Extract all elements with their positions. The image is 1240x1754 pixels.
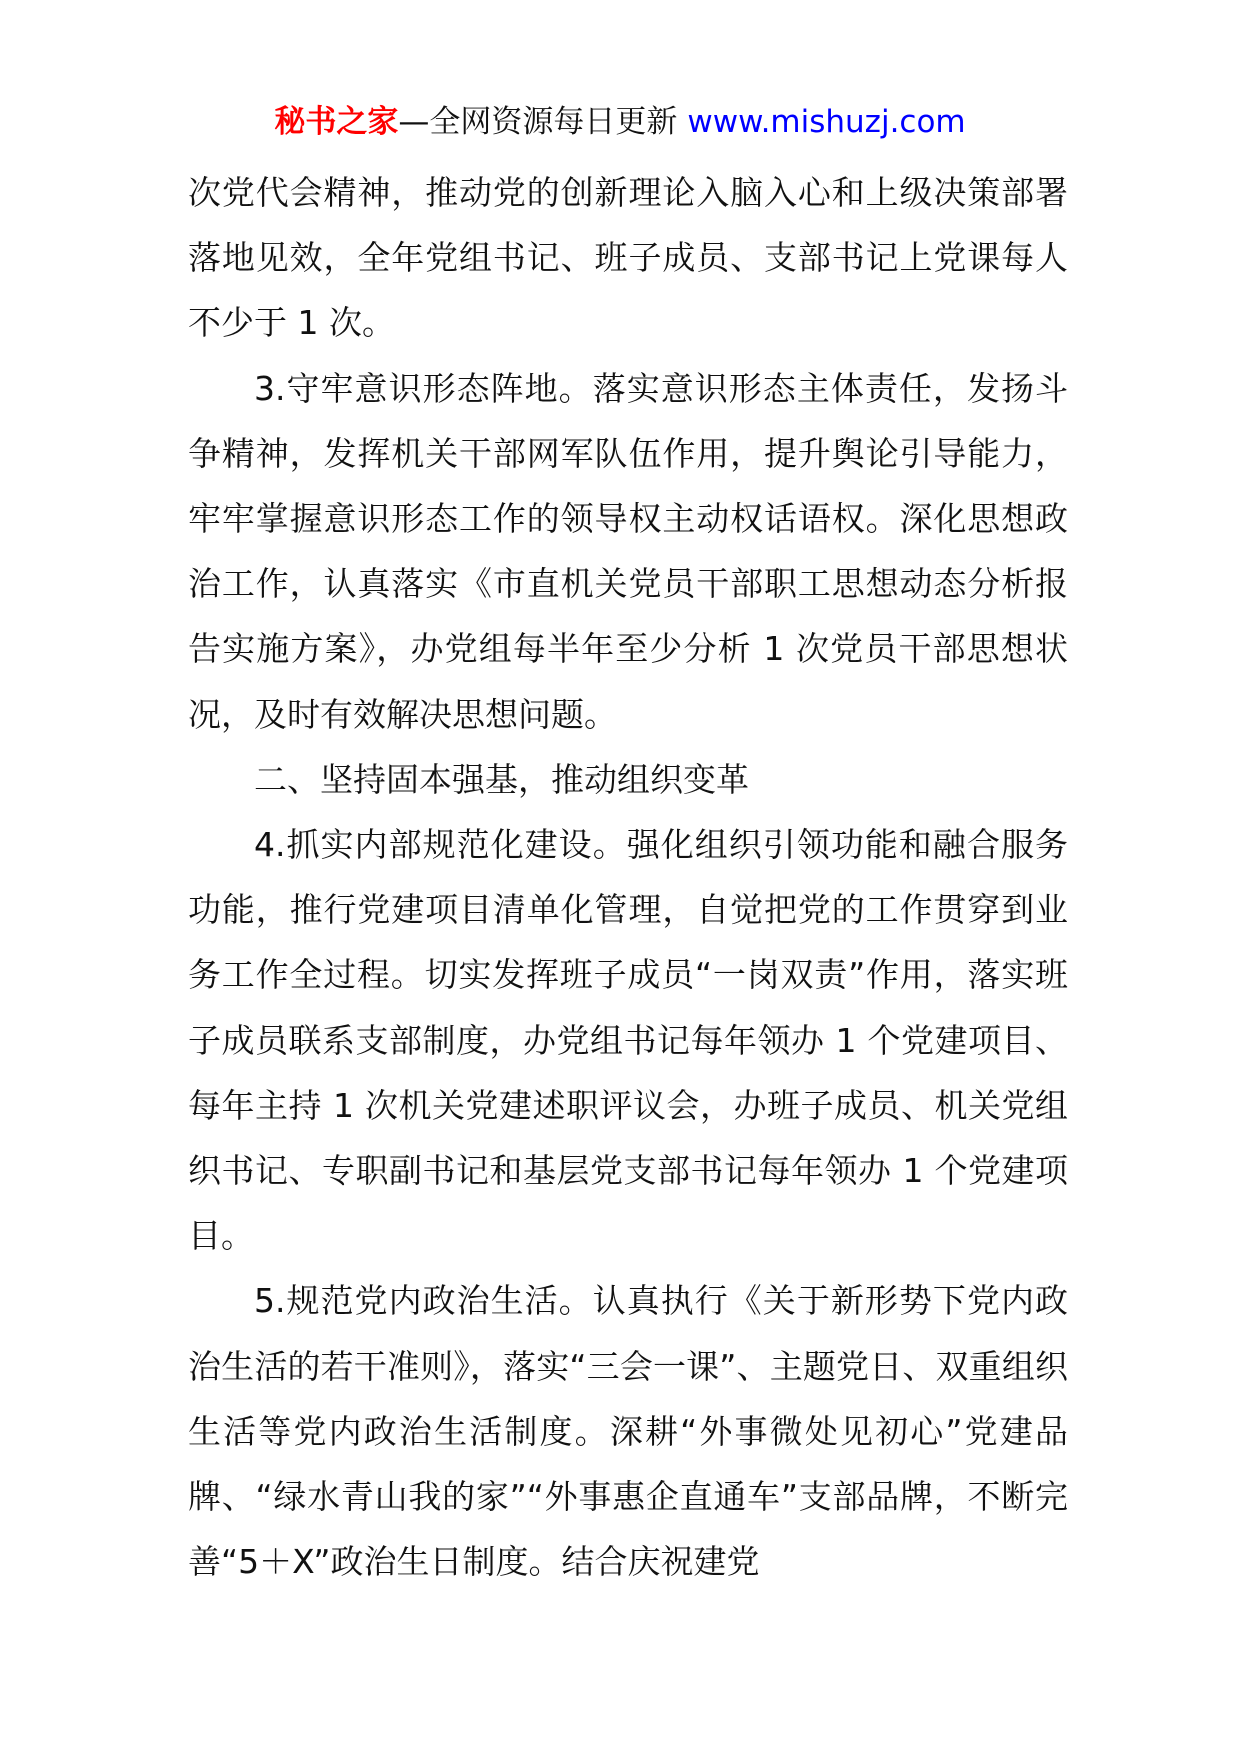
site-url[interactable]: www.mishuzj.com: [687, 104, 966, 140]
section-heading: 二、坚持固本强基，推动组织变革: [254, 759, 749, 799]
paragraph-item-4: 4.抓实内部规范化建设。强化组织引领功能和融合服务功能，推行党建项目清单化管理，自觉把党的工作贯穿到业务工作全过程。切实发挥班子成员“一岗双责”作用，落实班子成员联系支部制度，办党组书记每年领办 1 个党建项目、每年主持 1 次机关党建述职评议会，办班子成员、机关党组织书记、专职副书记和基层党支部书记每年领办 1 个党建项目。: [188, 825, 1068, 1256]
paragraph-item-5: 5.规范党内政治生活。认真执行《关于新形势下党内政治生活的若干准则》，落实“三会一课”、主题党日、双重组织生活等党内政治生活制度。深耕“外事微处见初心”党建品牌、“绿水青山我的家”“外事惠企直通车”支部品牌，不断完善“5＋X”政治生日制度。结合庆祝建党: [188, 1281, 1068, 1582]
site-header: [0, 100, 1240, 144]
document-body: [188, 160, 1068, 1594]
paragraph-continuation: 次党代会精神，推动党的创新理论入脑入心和上级决策部署落地见效，全年党组书记、班子成员、支部书记上党课每人不少于 1 次。: [188, 173, 1068, 343]
site-brand: 秘书之家: [274, 104, 399, 140]
paragraph-item-3: 3.守牢意识形态阵地。落实意识形态主体责任，发扬斗争精神，发挥机关干部网军队伍作用，提升舆论引导能力，牢牢掌握意识形态工作的领导权主动权话语权。深化思想政治工作，认真落实《市直机关党员干部职工思想动态分析报告实施方案》，办党组每半年至少分析 1 次党员干部思想状况，及时有效解决思想问题。: [188, 368, 1068, 734]
site-tagline: —全网资源每日更新: [398, 104, 678, 140]
